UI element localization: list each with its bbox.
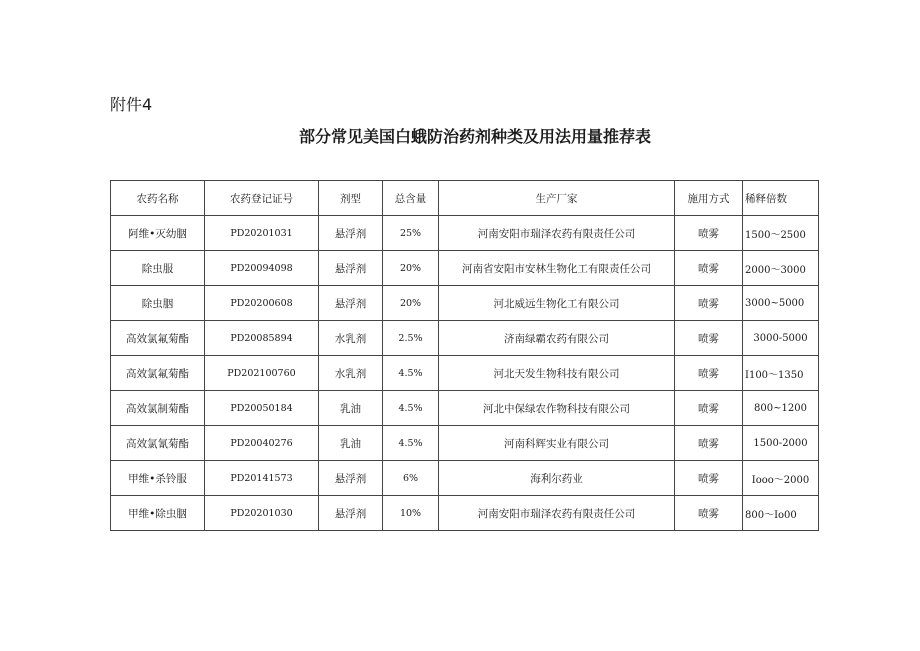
cell-application: 喷雾 <box>675 426 743 461</box>
header-registration: 农药登记证号 <box>205 181 319 216</box>
cell-name: 阿维•灭幼胭 <box>111 216 205 251</box>
cell-content: 20% <box>383 251 439 286</box>
table-row <box>111 391 819 426</box>
cell-registration: PD20040276 <box>205 426 319 461</box>
cell-name: 除虫服 <box>111 251 205 286</box>
cell-formulation: 悬浮剂 <box>319 251 383 286</box>
cell-dilution: 2000～3000 <box>743 251 819 286</box>
cell-registration: PD20085894 <box>205 321 319 356</box>
cell-registration: PD20201031 <box>205 216 319 251</box>
cell-application: 喷雾 <box>675 356 743 391</box>
cell-dilution: 1500～2500 <box>743 216 819 251</box>
cell-registration: PD20201030 <box>205 496 319 531</box>
cell-content: 10% <box>383 496 439 531</box>
header-content: 总含量 <box>383 181 439 216</box>
cell-registration: PD202100760 <box>205 356 319 391</box>
cell-registration: PD20141573 <box>205 461 319 496</box>
table-row <box>111 426 819 461</box>
cell-application: 喷雾 <box>675 391 743 426</box>
cell-manufacturer: 河南省安阳市安林生物化工有限责任公司 <box>439 251 675 286</box>
cell-application: 喷雾 <box>675 321 743 356</box>
cell-name: 高效氯氰菊酯 <box>111 426 205 461</box>
document-title: 部分常见美国白蛾防治药剂种类及用法用量推荐表 <box>298 127 651 146</box>
cell-formulation: 悬浮剂 <box>319 461 383 496</box>
table-header-row <box>111 181 819 216</box>
cell-dilution: 1500-2000 <box>743 426 819 461</box>
cell-manufacturer: 海利尔药业 <box>439 461 675 496</box>
cell-application: 喷雾 <box>675 216 743 251</box>
cell-formulation: 水乳剂 <box>319 356 383 391</box>
cell-manufacturer: 河北威远生物化工有限公司 <box>439 286 675 321</box>
cell-formulation: 水乳剂 <box>319 321 383 356</box>
cell-dilution: 800~1200 <box>743 391 819 426</box>
cell-registration: PD20050184 <box>205 391 319 426</box>
cell-content: 4.5% <box>383 391 439 426</box>
cell-formulation: 乳油 <box>319 426 383 461</box>
cell-name: 甲维•杀铃服 <box>111 461 205 496</box>
cell-manufacturer: 河南科辉实业有限公司 <box>439 426 675 461</box>
header-manufacturer: 生产厂家 <box>439 181 675 216</box>
cell-registration: PD20200608 <box>205 286 319 321</box>
cell-formulation: 悬浮剂 <box>319 286 383 321</box>
cell-manufacturer: 河北天发生物科技有限公司 <box>439 356 675 391</box>
pesticide-table <box>110 180 819 531</box>
cell-name: 高效氯氟菊酯 <box>111 356 205 391</box>
cell-dilution: 3000~5000 <box>743 286 819 321</box>
cell-name: 高效氯制菊酯 <box>111 391 205 426</box>
cell-manufacturer: 河南安阳市瑞泽农药有限责任公司 <box>439 496 675 531</box>
cell-content: 4.5% <box>383 356 439 391</box>
cell-name: 除虫胭 <box>111 286 205 321</box>
cell-content: 6% <box>383 461 439 496</box>
attachment-label: 附件4 <box>110 95 153 114</box>
cell-content: 4.5% <box>383 426 439 461</box>
cell-formulation: 悬浮剂 <box>319 216 383 251</box>
table-row <box>111 286 819 321</box>
cell-content: 25% <box>383 216 439 251</box>
header-application: 施用方式 <box>675 181 743 216</box>
header-formulation: 剂型 <box>319 181 383 216</box>
table-row <box>111 356 819 391</box>
table-row <box>111 461 819 496</box>
cell-application: 喷雾 <box>675 251 743 286</box>
cell-dilution: 3000-5000 <box>743 321 819 356</box>
cell-name: 高效氯氟菊酯 <box>111 321 205 356</box>
cell-formulation: 悬浮剂 <box>319 496 383 531</box>
cell-dilution: Iooo～2000 <box>743 461 819 496</box>
cell-manufacturer: 河南安阳市瑞泽农药有限责任公司 <box>439 216 675 251</box>
cell-application: 喷雾 <box>675 461 743 496</box>
header-dilution: 稀释倍数 <box>743 181 819 216</box>
cell-content: 2.5% <box>383 321 439 356</box>
header-name: 农药名称 <box>111 181 205 216</box>
cell-name: 甲维•除虫胭 <box>111 496 205 531</box>
cell-dilution: I100～1350 <box>743 356 819 391</box>
cell-manufacturer: 河北中保绿农作物科技有限公司 <box>439 391 675 426</box>
cell-manufacturer: 济南绿霸农药有限公司 <box>439 321 675 356</box>
cell-formulation: 乳油 <box>319 391 383 426</box>
cell-application: 喷雾 <box>675 286 743 321</box>
cell-application: 喷雾 <box>675 496 743 531</box>
cell-registration: PD20094098 <box>205 251 319 286</box>
table-row <box>111 251 819 286</box>
cell-content: 20% <box>383 286 439 321</box>
table-row <box>111 321 819 356</box>
table-row <box>111 216 819 251</box>
table-row <box>111 496 819 531</box>
cell-dilution: 800～Io00 <box>743 496 819 531</box>
